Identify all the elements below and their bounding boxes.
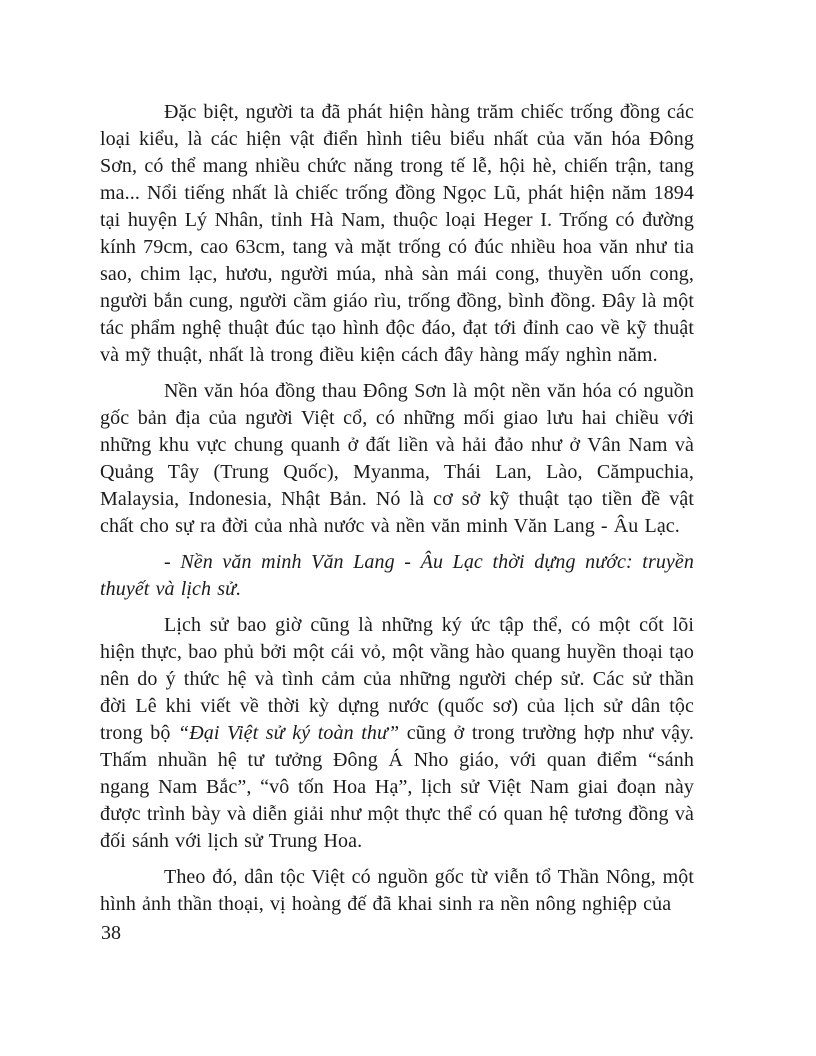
- paragraph: [100, 99, 694, 369]
- text-segment: Lịch sử bao giờ cũng là những ký ức tập thể, có một cốt lõi hiện thực, bao phủ bởi một cái vỏ, một vầng hào quang huyền thoại tạo nên do ý thức hệ và tình cảm của những người chép sử. Các sử thần đời Lê khi viết về thời kỳ dựng nước (quốc sơ) của lịch sử dân tộc trong bộ: [100, 614, 694, 744]
- italic-text-segment: “Đại Việt sử ký toàn thư”: [178, 722, 400, 744]
- text-segment: Đặc biệt, người ta đã phát hiện hàng trăm chiếc trống đồng các loại kiểu, là các hiện vật điển hình tiêu biểu nhất của văn hóa Đông Sơn, có thể mang nhiều chức năng trong tế lễ, hội hè, chiến trận, tang ma... Nổi tiếng nhất là chiếc trống đồng Ngọc Lũ, phát hiện năm 1894 tại huyện Lý Nhân, tỉnh Hà Nam, thuộc loại Heger I. Trống có đường kính 79cm, cao 63cm, tang và mặt trống có đúc nhiều hoa văn như tia sao, chim lạc, hươu, người múa, nhà sàn mái cong, thuyền uốn cong, người bắn cung, người cầm giáo rìu, trống đồng, bình đồng. Đây là một tác phẩm nghệ thuật đúc tạo hình độc đáo, đạt tới đỉnh cao về kỹ thuật và mỹ thuật, nhất là trong điều kiện cách đây hàng mấy nghìn năm.: [100, 101, 694, 366]
- paragraph: [100, 612, 694, 855]
- page-number: 38: [101, 922, 121, 944]
- paragraph: [100, 549, 694, 603]
- italic-text-segment: - Nền văn minh Văn Lang - Âu Lạc thời dựng nước: truyền thuyết và lịch sử.: [100, 551, 694, 600]
- text-segment: cũng ở trong trường hợp như vậy. Thấm nhuần hệ tư tưởng Đông Á Nho giáo, với quan điểm “sánh ngang Nam Bắc”, “vô tốn Hoa Hạ”, lịch sử Việt Nam giai đoạn này được trình bày và diễn giải như một thực thể có quan hệ tương đồng và đối sánh với lịch sử Trung Hoa.: [100, 722, 694, 852]
- text-segment: Theo đó, dân tộc Việt có nguồn gốc từ viễn tổ Thần Nông, một hình ảnh thần thoại, vị hoàng đế đã khai sinh ra nền nông nghiệp của: [100, 866, 694, 915]
- text-segment: Nền văn hóa đồng thau Đông Sơn là một nền văn hóa có nguồn gốc bản địa của người Việt cổ, có những mối giao lưu hai chiều với những khu vực chung quanh ở đất liền và hải đảo như ở Vân Nam và Quảng Tây (Trung Quốc), Myanma, Thái Lan, Lào, Cămpuchia, Malaysia, Indonesia, Nhật Bản. Nó là cơ sở kỹ thuật tạo tiền đề vật chất cho sự ra đời của nhà nước và nền văn minh Văn Lang - Âu Lạc.: [100, 380, 694, 537]
- paragraph: [100, 864, 694, 918]
- paragraph: [100, 378, 694, 540]
- text-block: [100, 99, 694, 927]
